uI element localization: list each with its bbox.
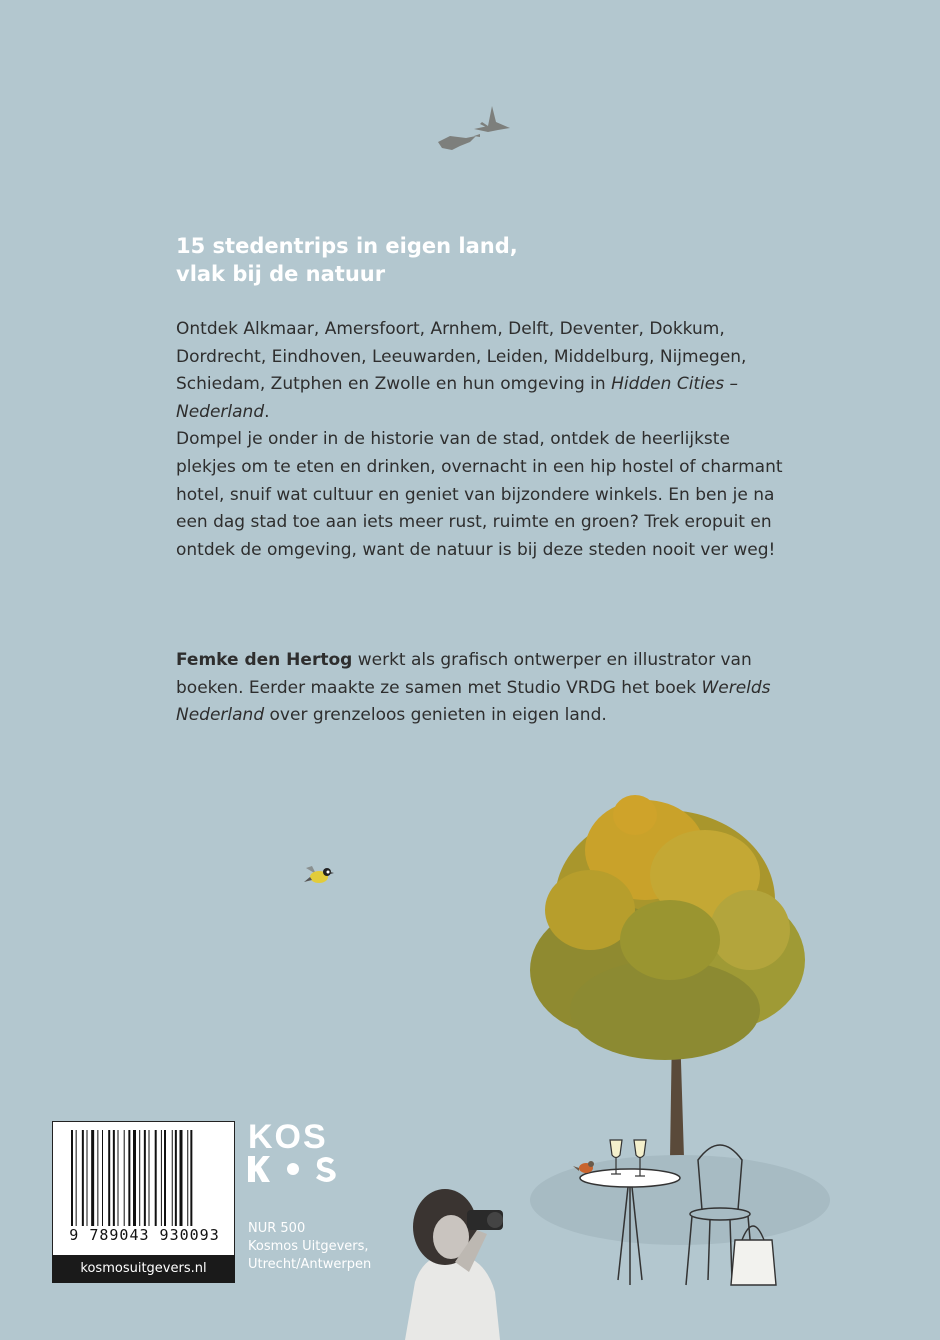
barcode-bar [164,1130,166,1226]
barcode-bar [128,1130,130,1226]
author-bio [176,647,786,730]
publisher-location: Utrecht/Antwerpen [248,1257,372,1272]
barcode-bar [91,1130,94,1226]
photographer-icon [405,1189,503,1340]
headline [176,232,696,288]
barcode-bar [190,1130,192,1226]
barcode-bar [118,1130,119,1226]
description-paragraph-2: Dompel je onder in de historie van de stad, ontdek de heerlijkste plekjes om te eten en drinken, overnacht in een hip hostel of charmant hotel, snuif wat cultuur en geniet van bijzondere winkels. En ben je na een dag stad toe aan iets meer rust, ruimte en groen? Trek eropuit en ontdek de omgeving, want de natuur is bij deze steden nooit ver weg! [176,429,783,560]
author-bio-text: werkt als grafisch ontwerper en illustrator van boeken. Eerder maakte ze samen met Studio VRDG het boek [176,650,752,698]
barcode-bar [187,1130,188,1226]
headline-line-1: 15 stedentrips in eigen land, [176,234,518,258]
geese-illustration [430,96,520,160]
description-text-end: . [264,401,270,422]
book-title-werelds-nederland: Werelds Nederland [176,677,771,726]
publisher-name: Kosmos Uitgevers, [248,1239,369,1254]
goose-icon [438,134,480,150]
publisher-website-link[interactable]: kosmosuitgevers.nl [52,1255,235,1283]
photographer-illustration [395,1182,515,1340]
isbn-number: 9 789043 930093 [69,1226,220,1244]
barcode-bar [180,1130,183,1226]
barcode-bar [172,1130,173,1226]
publisher-info [248,1220,398,1274]
bird-illustration [302,862,336,888]
barcode-bar [175,1130,177,1226]
tree-icon [530,795,805,1158]
barcode-bar [113,1130,115,1226]
author-bio-paragraph [176,647,786,730]
barcode-bar [124,1130,125,1226]
barcode-bar [149,1130,150,1226]
barcode-icon [71,1130,221,1226]
book-title-hidden-cities: Hidden Cities – Nederland [176,374,739,422]
barcode-bar [139,1130,140,1226]
barcode-bar [102,1130,103,1226]
bird-icon [304,866,334,883]
author-name: Femke den Hertog [176,650,353,670]
kosmos-logo [248,1118,348,1188]
barcode-bar [82,1130,84,1226]
barcode-bar [161,1130,162,1226]
barcode-bar [76,1130,77,1226]
barcode-bar [87,1130,88,1226]
goose-icon [474,106,510,132]
barcode-bar [97,1130,98,1226]
logo-text-line-1: KOS [248,1118,328,1156]
ground-shadow [530,1155,830,1245]
barcode-bar [144,1130,146,1226]
barcode-bar [155,1130,157,1226]
barcode-bar [133,1130,136,1226]
barcode-bar [71,1130,73,1226]
barcode-bar [108,1130,110,1226]
headline-line-2: vlak bij de natuur [176,262,386,286]
description-paragraph-1 [176,316,786,426]
tree-terrace-illustration [510,780,830,1300]
author-bio-text-end: over grenzeloos genieten in eigen land. [264,705,607,726]
description [176,316,786,564]
nur-code: NUR 500 [248,1221,306,1236]
description-text: Ontdek Alkmaar, Amersfoort, Arnhem, Delft, Deventer, Dokkum, Dordrecht, Eindhoven, Leeuwarden, Leiden, Middelburg, Nijmegen, Schiedam, Zutphen en Zwolle en hun omgeving in [176,319,747,395]
